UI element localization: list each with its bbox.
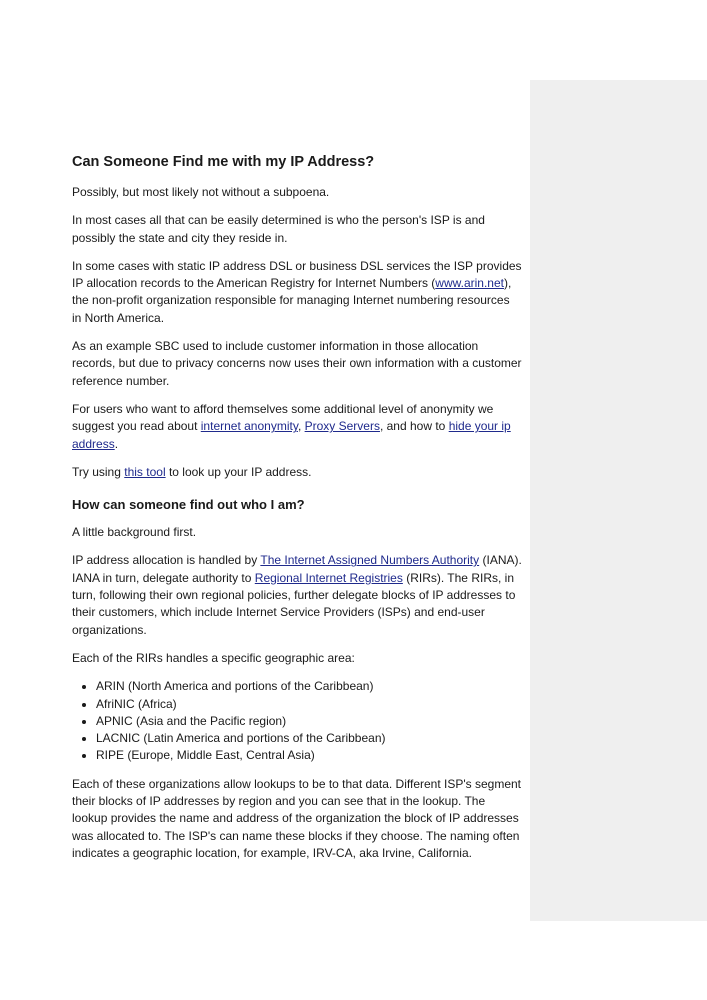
hide-ip-link[interactable]: hide your ip address [72, 419, 511, 451]
list-item: • LACNIC (Latin America and portions of the Caribbean) [96, 730, 522, 747]
paragraph-lookups: Each of these organizations allow lookups to be to that data. Different ISP's segment their blocks of IP addresses by region and you can see that in the lookup. The lookup provides the name and address of the organization the block of IP addresses was allocated to. The ISP's can name these blocks if they choose. The naming often indicates a geographic location, for example, IRV-CA, aka Irvine, California. [72, 776, 522, 860]
internet-anonymity-link[interactable]: internet anonymity [200, 419, 298, 434]
paragraph-tool: Try using this tool to look up your IP address. [72, 464, 312, 479]
comment-margin-panel [530, 80, 707, 921]
list-item: • ARIN (North America and portions of the Caribbean) [96, 678, 522, 695]
paragraph-subpoena: Possibly, but most likely not without a subpoena. [72, 185, 330, 199]
list-item: • RIPE (Europe, Middle East, Central Asia) [96, 747, 522, 764]
list-item: • AfriNIC (Africa) [96, 696, 522, 713]
paragraph-anonymity: For users who want to afford themselves some additional level of anonymity we suggest you read about internet anonymity, Proxy Servers, and how to hide your ip address. [72, 401, 511, 451]
paragraph-isp: In most cases all that can be easily determined is who the person's ISP is and possibly the state and city they reside in. [72, 213, 485, 245]
document-body [72, 152, 522, 873]
rir-link[interactable]: Regional Internet Registries [254, 570, 403, 585]
list-item: • APNIC (Asia and the Pacific region) [96, 713, 522, 730]
this-tool-link[interactable]: this tool [124, 464, 166, 479]
section-heading: How can someone find out who I am? [72, 497, 305, 513]
arin-link[interactable]: www.arin.net [435, 276, 504, 291]
iana-link[interactable]: The Internet Assigned Numbers Authority [260, 553, 480, 568]
paragraph-sbc: As an example SBC used to include customer information in those allocation records, but due to privacy concerns now uses their own information with a customer reference number. [72, 339, 522, 388]
paragraph-allocation: IP address allocation is handled by The Internet Assigned Numbers Authority (IANA). IANA in turn, delegate authority to Regional Internet Registries (RIRs). The RIRs, in turn, following their own regional policies, further delegate blocks of IP addresses to their customers, which include Internet Service Providers (ISPs) and end-user organizations. [72, 553, 522, 637]
proxy-servers-link[interactable]: Proxy Servers [304, 419, 380, 434]
paragraph-rirs-intro: Each of the RIRs handles a specific geographic area: [72, 650, 355, 665]
page-title: Can Someone Find me with my IP Address? [72, 154, 375, 170]
rir-list [72, 678, 522, 764]
paragraph-arin: In some cases with static IP address DSL or business DSL services the ISP provides IP allocation records to the American Registry for Internet Numbers (www.arin.net), the non-profit organization responsible for managing Internet numbering resources in North America. [72, 258, 522, 325]
paragraph-background: A little background first. [72, 525, 197, 540]
